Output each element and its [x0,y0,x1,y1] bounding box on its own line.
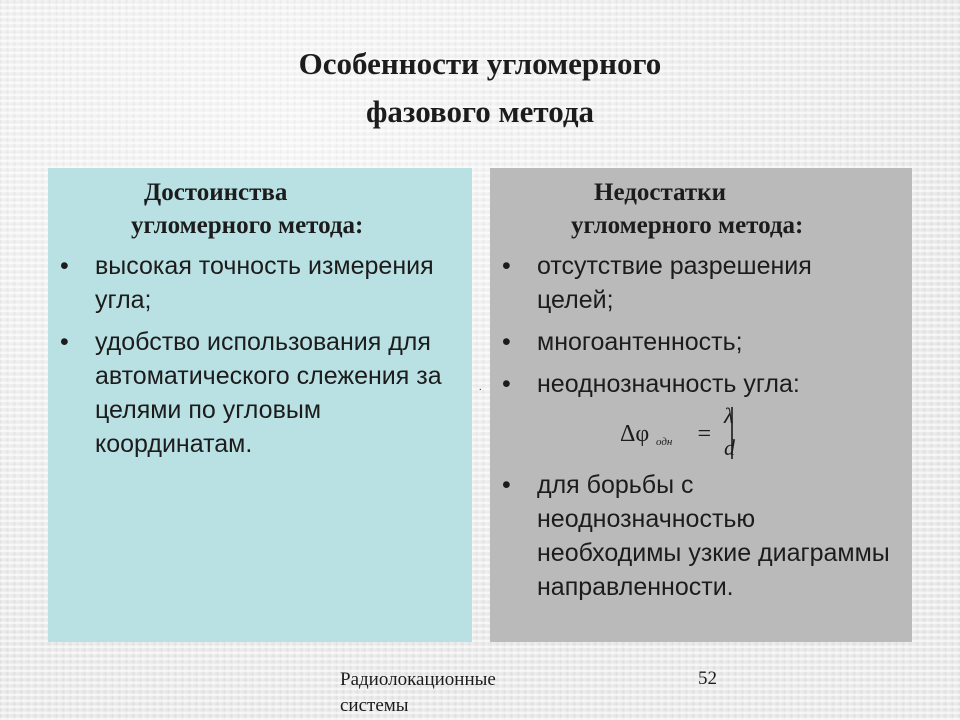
slide-title-line2: фазового метода [365,94,595,129]
slide-title [0,40,960,136]
disadvantage-item: • отсутствие разрешения целей; [490,249,912,317]
formula-lhs-subscript: одн [656,436,673,448]
advantages-heading-line2: угломерного метода: [131,212,364,239]
formula-numerator: λ [724,403,734,428]
disadvantages-heading-line2: угломерного метода: [571,212,804,239]
disadvantages-heading [490,168,912,242]
disadvantages-list-continued [490,468,912,604]
slide-title-line1: Особенности угломерного [298,46,662,81]
disadvantages-panel [490,168,912,642]
disadvantage-item: • неоднозначность угла: [490,367,912,401]
ambiguity-formula [490,403,912,461]
disadvantage-item: • многоантенность; [490,325,912,359]
advantages-heading [48,168,472,242]
disadvantages-heading-line1: Недостатки [594,179,726,206]
formula-lhs-symbol: Δφ [620,421,650,447]
advantages-panel [48,168,472,642]
advantages-list [48,249,472,461]
disadvantage-item: • для борьбы с неоднозначностью необходимы узкие диаграммы направленности. [490,468,912,604]
advantage-item: • высокая точность измерения угла; [48,249,472,317]
formula-equals: = [696,421,713,447]
stray-dot: . [479,382,482,393]
footer-label: Радиолокационные системы [340,669,496,716]
formula-denominator: d [724,435,735,460]
advantage-item: • удобство использования для автоматического слежения за целями по угловым координатам. [48,325,472,461]
disadvantages-list [490,249,912,401]
advantages-heading-line1: Достоинства [144,179,288,206]
page-number: 52 [698,668,717,689]
formula-svg [620,403,760,461]
